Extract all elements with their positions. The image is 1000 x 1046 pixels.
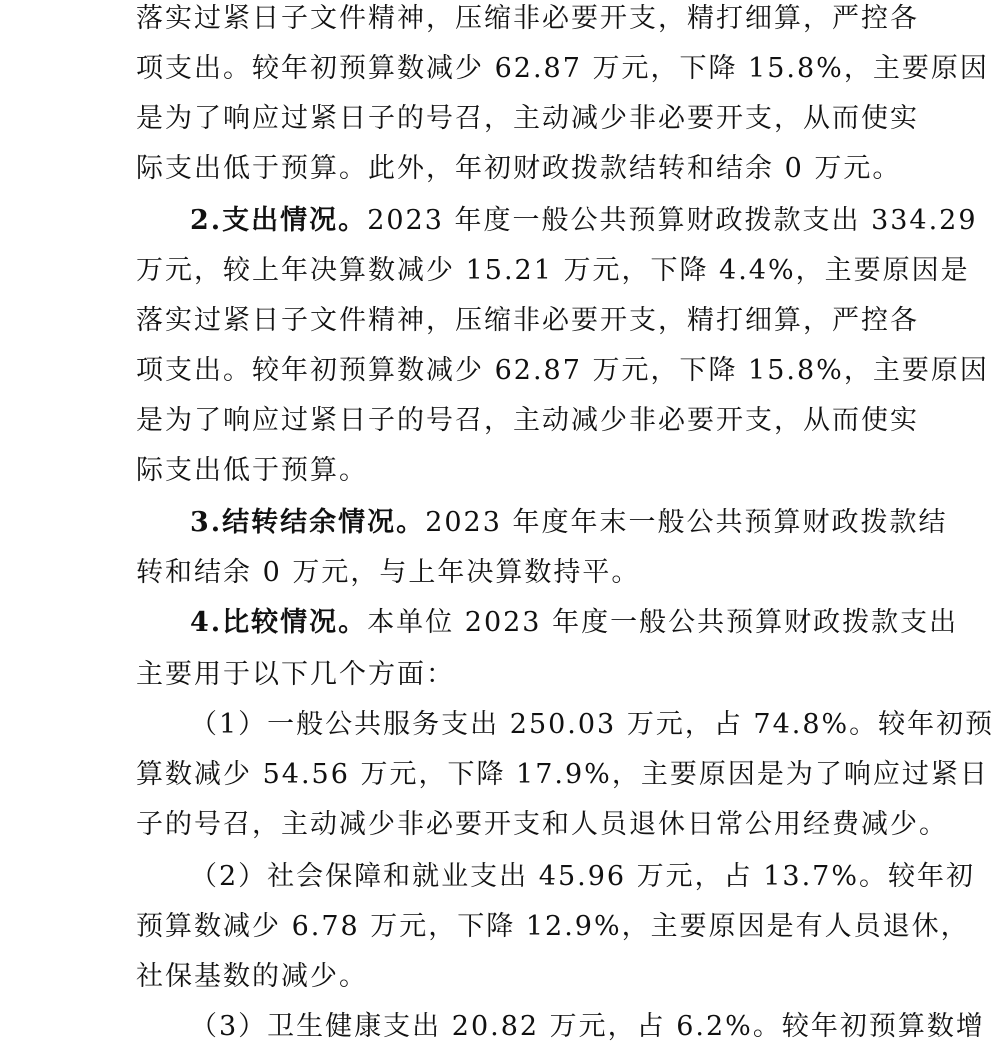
paragraph-line: 转和结余 0 万元，与上年决算数持平。: [136, 557, 641, 588]
section-text: 2023 年度一般公共预算财政拨款支出 334.29: [367, 205, 978, 236]
paragraph-line: 主要用于以下几个方面：: [136, 659, 455, 690]
paragraph-line: 是为了响应过紧日子的号召，主动减少非必要开支，从而使实: [136, 103, 919, 134]
section-2-line: [190, 202, 978, 240]
paragraph-line: 万元，较上年决算数减少 15.21 万元，下降 4.4%，主要原因是: [136, 255, 970, 286]
paragraph-line: 际支出低于预算。: [136, 455, 368, 486]
section-text: 本单位 2023 年度一般公共预算财政拨款支出: [367, 607, 959, 638]
paragraph-line: 落实过紧日子文件精神，压缩非必要开支，精打细算，严控各: [136, 3, 919, 34]
paragraph-line: 际支出低于预算。此外，年初财政拨款结转和结余 0 万元。: [136, 153, 902, 184]
paragraph-line: 算数减少 54.56 万元，下降 17.9%，主要原因是为了响应过紧日: [136, 759, 989, 790]
paragraph-line: 社保基数的减少。: [136, 961, 368, 992]
paragraph-line: 落实过紧日子文件精神，压缩非必要开支，精打细算，严控各: [136, 305, 919, 336]
section-3-line: [190, 504, 948, 542]
paragraph-line: 预算数减少 6.78 万元，下降 12.9%，主要原因是有人员退休，: [136, 911, 970, 942]
item-3-line: （3）卫生健康支出 20.82 万元，占 6.2%。较年初预算数增: [190, 1011, 985, 1042]
item-2-line: （2）社会保障和就业支出 45.96 万元，占 13.7%。较年初: [190, 861, 975, 892]
paragraph-line: 项支出。较年初预算数减少 62.87 万元，下降 15.8%，主要原因: [136, 355, 989, 386]
section-4-line: [190, 604, 959, 642]
section-heading: 2.支出情况。: [190, 205, 368, 236]
paragraph-line: 是为了响应过紧日子的号召，主动减少非必要开支，从而使实: [136, 405, 919, 436]
section-text: 2023 年度年末一般公共预算财政拨款结: [425, 507, 948, 538]
section-heading: 3.结转结余情况。: [190, 507, 426, 538]
paragraph-line: 项支出。较年初预算数减少 62.87 万元，下降 15.8%，主要原因: [136, 53, 989, 84]
section-heading: 4.比较情况。: [190, 607, 368, 638]
paragraph-line: 子的号召，主动减少非必要开支和人员退休日常公用经费减少。: [136, 809, 948, 840]
item-1-line: （1）一般公共服务支出 250.03 万元，占 74.8%。较年初预: [190, 709, 995, 740]
